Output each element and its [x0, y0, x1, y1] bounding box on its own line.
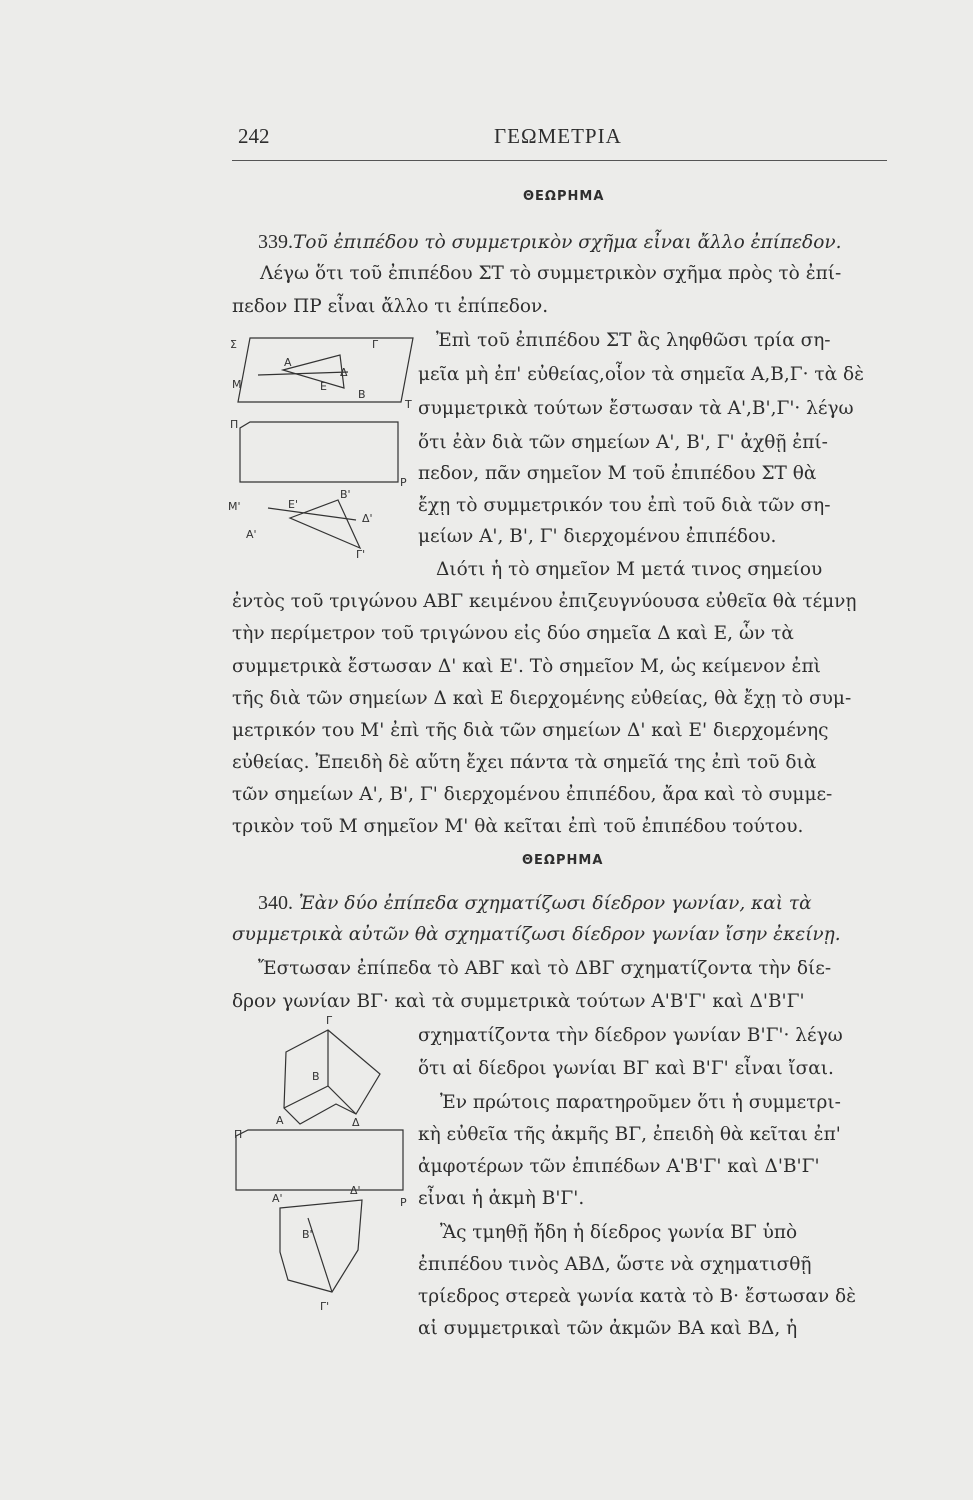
text-line: ἐντὸς τοῦ τριγώνου ΑΒΓ κειμένου ἐπιζευγνύουσα εὐθεῖα θὰ τέμνῃ	[232, 591, 857, 612]
text-line: πεδον ΠΡ εἶναι ἄλλο τι ἐπίπεδον.	[232, 296, 549, 317]
fig2-label: Δ	[352, 1116, 360, 1129]
text-line: Ἂς τμηθῇ ἤδη ἡ δίεδρος γωνία ΒΓ ὑπὸ	[440, 1222, 798, 1243]
text-line: τῶν σημείων Α', Β', Γ' διερχομένου ἐπιπέδου, ἄρα καὶ τὸ συμμε-	[232, 784, 833, 805]
fig1-label: Α	[284, 356, 292, 369]
text-line: κὴ εὐθεῖα τῆς ἀκμῆς ΒΓ, ἐπειδὴ θὰ κεῖται ἐπ'	[418, 1124, 841, 1145]
text-line: ὅτι αἱ δίεδροι γωνίαι ΒΓ καὶ Β'Γ' εἶναι ἴσαι.	[418, 1058, 834, 1079]
text-line: Λέγω ὅτι τοῦ ἐπιπέδου ΣΤ τὸ συμμετρικὸν σχῆμα πρὸς τὸ ἐπί-	[260, 263, 842, 284]
running-title: ΓΕΩΜΕΤΡΙΑ	[494, 124, 622, 148]
fig1-label: Ε'	[288, 498, 298, 511]
fig2-label: Β'	[302, 1228, 313, 1241]
theorem-340-heading: ΘΕΩΡΗΜΑ	[522, 853, 604, 868]
text-line: συμμετρικὰ ἔστωσαν Δ' καὶ Ε'. Τὸ σημεῖον Μ, ὡς κείμενον ἐπὶ	[232, 656, 821, 677]
fig2-label: Β	[312, 1070, 320, 1083]
theorem-339-title	[258, 232, 841, 253]
text-line: μεῖα μὴ ἐπ' εὐθείας,οἷον τὰ σημεῖα Α,Β,Γ· τὰ δὲ	[418, 364, 865, 385]
fig1-label: Β	[358, 388, 366, 401]
edge-ba	[284, 1086, 328, 1108]
text-line: ἔχῃ τὸ συμμετρικόν του ἐπὶ τοῦ διὰ τῶν ση-	[418, 495, 831, 516]
theorem-339-heading: ΘΕΩΡΗΜΑ	[523, 189, 605, 204]
plane-pr-2	[236, 1130, 403, 1190]
plane-pr	[240, 422, 398, 482]
text-line: Ἔστωσαν ἐπίπεδα τὸ ΑΒΓ καὶ τὸ ΔΒΓ σχηματίζοντα τὴν δίε-	[258, 958, 832, 979]
fig2-label: Γ	[326, 1014, 333, 1027]
line-me	[258, 372, 348, 375]
text-line: ἐπιπέδου τινὸς ΑΒΔ, ὥστε νὰ σχηματισθῇ	[418, 1254, 812, 1275]
text-line: τῆς διὰ τῶν σημείων Δ καὶ Ε διερχομένης εὐθείας, θὰ ἔχῃ τὸ συμ-	[232, 688, 852, 709]
fig1-label: Τ	[405, 398, 412, 411]
text-line: τρίεδρος στερεὰ γωνία κατὰ τὸ Β· ἔστωσαν δὲ	[418, 1286, 857, 1307]
fig1-label: Γ'	[356, 548, 366, 561]
page-number: 242	[238, 124, 270, 148]
text-line: τὴν περίμετρον τοῦ τριγώνου εἰς δύο σημεῖα Δ καὶ Ε, ὧν τὰ	[232, 623, 794, 644]
figure-dihedral-symmetry	[228, 1012, 413, 1312]
text-line: ὅτι ἐὰν διὰ τῶν σημείων Α', Β', Γ' ἀχθῇ ἐπί-	[418, 432, 828, 453]
fig1-label: Ε	[320, 380, 327, 393]
fig1-label: Δ'	[362, 512, 373, 525]
fig2-label: Α	[276, 1114, 284, 1127]
fig2-label: Α'	[272, 1192, 283, 1205]
figure-plane-symmetry	[228, 330, 413, 570]
text-line: αἱ συμμετρικαὶ τῶν ἀκμῶν ΒΑ καὶ ΒΔ, ἡ	[418, 1318, 798, 1339]
fig1-label: Μ'	[228, 500, 241, 513]
theorem-340-title	[258, 893, 812, 914]
fig1-label: Δ	[340, 366, 348, 379]
fig1-label: Π	[230, 418, 239, 431]
fig1-label: Α'	[246, 528, 257, 541]
fig2-label: Γ'	[320, 1300, 330, 1313]
text-line: εἶναι ἡ ἀκμὴ Β'Γ'.	[418, 1188, 585, 1209]
text-line: τρικὸν τοῦ Μ σημεῖον Μ' θὰ κεῖται ἐπὶ τοῦ ἐπιπέδου τούτου.	[232, 816, 804, 837]
text-line: σχηματίζοντα τὴν δίεδρον γωνίαν Β'Γ'· λέγω	[418, 1025, 843, 1046]
triangle-abg	[283, 355, 344, 388]
theorem-340-statement-1: Ἐὰν δύο ἐπίπεδα σχηματίζωσι δίεδρον γωνίαν, καὶ τὰ	[298, 893, 812, 914]
theorem-340-number: 340.	[258, 892, 293, 914]
fig1-label: Μ	[232, 378, 242, 391]
text-line: Ἐν πρώτοις παρατηροῦμεν ὅτι ἡ συμμετρι-	[440, 1092, 841, 1113]
fig1-label: Σ	[230, 338, 237, 351]
fig2-label: Π	[234, 1128, 243, 1141]
triangle-prime	[290, 500, 360, 548]
fig1-label: Ρ	[400, 476, 407, 489]
dihedral-prime	[280, 1200, 362, 1292]
text-line: δρον γωνίαν ΒΓ· καὶ τὰ συμμετρικὰ τούτων Α'Β'Γ' καὶ Δ'Β'Γ'	[232, 991, 805, 1012]
fig2-label: Δ'	[350, 1184, 361, 1197]
theorem-339-number: 339.	[258, 231, 293, 253]
text-line: συμμετρικὰ τούτων ἔστωσαν τὰ Α',Β',Γ'· λέγω	[418, 398, 854, 419]
dihedral-abg	[284, 1030, 380, 1124]
fig1-label: Β'	[340, 488, 351, 501]
theorem-340-statement-2: συμμετρικὰ αὐτῶν θὰ σχηματίζωσι δίεδρον γωνίαν ἴσην ἐκείνῃ.	[232, 924, 841, 945]
fig1-label: Γ	[372, 338, 379, 351]
edge-bd	[328, 1086, 356, 1114]
text-line: μετρικόν του Μ' ἐπὶ τῆς διὰ τῶν σημείων Δ' καὶ Ε' διερχομένης	[232, 720, 829, 741]
page-header	[232, 124, 887, 161]
theorem-339-statement: Τοῦ ἐπιπέδου τὸ συμμετρικὸν σχῆμα εἶναι ἄλλο ἐπίπεδον.	[293, 232, 842, 253]
text-line: πεδον, πᾶν σημεῖον Μ τοῦ ἐπιπέδου ΣΤ θὰ	[418, 463, 817, 484]
text-line: ἀμφοτέρων τῶν ἐπιπέδων Α'Β'Γ' καὶ Δ'Β'Γ'	[418, 1156, 820, 1177]
text-line: εὐθείας. Ἐπειδὴ δὲ αὕτη ἔχει πάντα τὰ σημεῖά της ἐπὶ τοῦ διὰ	[232, 752, 817, 773]
text-line: μείων Α', Β', Γ' διερχομένου ἐπιπέδου.	[418, 526, 777, 547]
fig2-label: Ρ	[400, 1196, 407, 1209]
text-line: Ἐπὶ τοῦ ἐπιπέδου ΣΤ ἂς ληφθῶσι τρία ση-	[436, 330, 831, 351]
text-line: Διότι ἡ τὸ σημεῖον Μ μετά τινος σημείου	[436, 559, 823, 580]
